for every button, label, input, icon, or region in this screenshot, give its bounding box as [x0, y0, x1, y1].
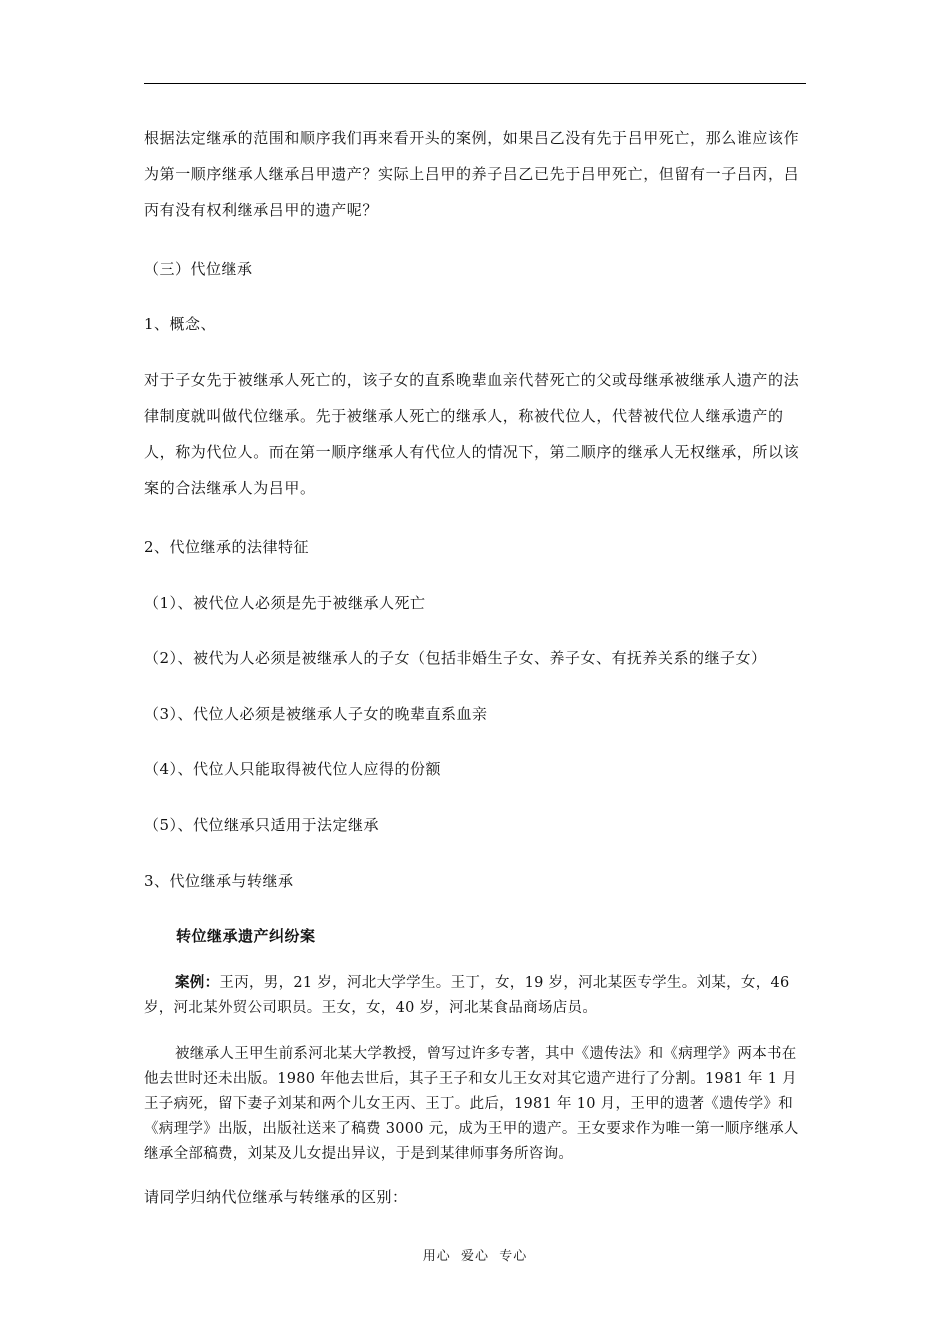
case-parties-paragraph [144, 970, 806, 1021]
feature-item-3: （3）、代位人必须是被继承人子女的晚辈直系血亲 [144, 705, 488, 723]
case-label: 案例： [175, 974, 220, 991]
case-title: 转位继承遗产纠纷案 [176, 927, 316, 945]
feature-item-1: （1）、被代位人必须是先于被继承人死亡 [144, 594, 426, 612]
concept-heading: 1、概念、 [144, 315, 217, 333]
case-parties: 王丙，男，21 岁，河北大学学生。王丁，女，19 岁，河北某医专学生。刘某，女，46 岁，河北某外贸公司职员。王女，女，40 岁，河北某食品商场店员。 [144, 975, 790, 1016]
concept-paragraph: 对于子女先于被继承人死亡的，该子女的直系晚辈血亲代替死亡的父或母继承被继承人遗产的法律制度就叫做代位继承。先于被继承人死亡的继承人，称被代位人，代替被代位人继承遗产的人，称为代位人。而在第一顺序继承人有代位人的情况下，第二顺序的继承人无权继承，所以该案的合法继承人为吕甲。 [144, 371, 800, 497]
case-facts-paragraph: 被继承人王甲生前系河北某大学教授，曾写过许多专著，其中《遗传法》和《病理学》两本书在他去世时还未出版。1980 年他去世后，其子王子和女儿王女对其它遗产进行了分割。1981 年 1 月王子病死，留下妻子刘某和两个儿女王丙、王丁。此后，1981 年 10 月，王甲的遗著《遗传学》和《病理学》出版，出版社送来了稿费 3000 元，成为王甲的遗产。王女要求作为唯一第一顺序继承人继承全部稿费，刘某及儿女提出异议，于是到某律师事务所咨询。 [144, 1046, 799, 1162]
section-heading: （三）代位继承 [144, 260, 253, 278]
feature-item-5: （5）、代位继承只适用于法定继承 [144, 816, 380, 834]
comparison-heading: 3、代位继承与转继承 [144, 872, 294, 890]
intro-paragraph: 根据法定继承的范围和顺序我们再来看开头的案例，如果吕乙没有先于吕甲死亡，那么谁应该作为第一顺序继承人继承吕甲遗产？实际上吕甲的养子吕乙已先于吕甲死亡，但留有一子吕丙，吕丙有没有权利继承吕甲的遗产呢？ [144, 129, 800, 219]
header-rule [144, 83, 806, 84]
question-text: 请同学归纳代位继承与转继承的区别： [144, 1188, 408, 1206]
feature-item-2: （2）、被代为人必须是被继承人的子女（包括非婚生子女、养子女、有抚养关系的继子女） [144, 649, 767, 667]
feature-item-4: （4）、代位人只能取得被代位人应得的份额 [144, 760, 442, 778]
page-footer: 用心 爱心 专心 [422, 1249, 528, 1264]
features-heading: 2、代位继承的法律特征 [144, 538, 310, 556]
